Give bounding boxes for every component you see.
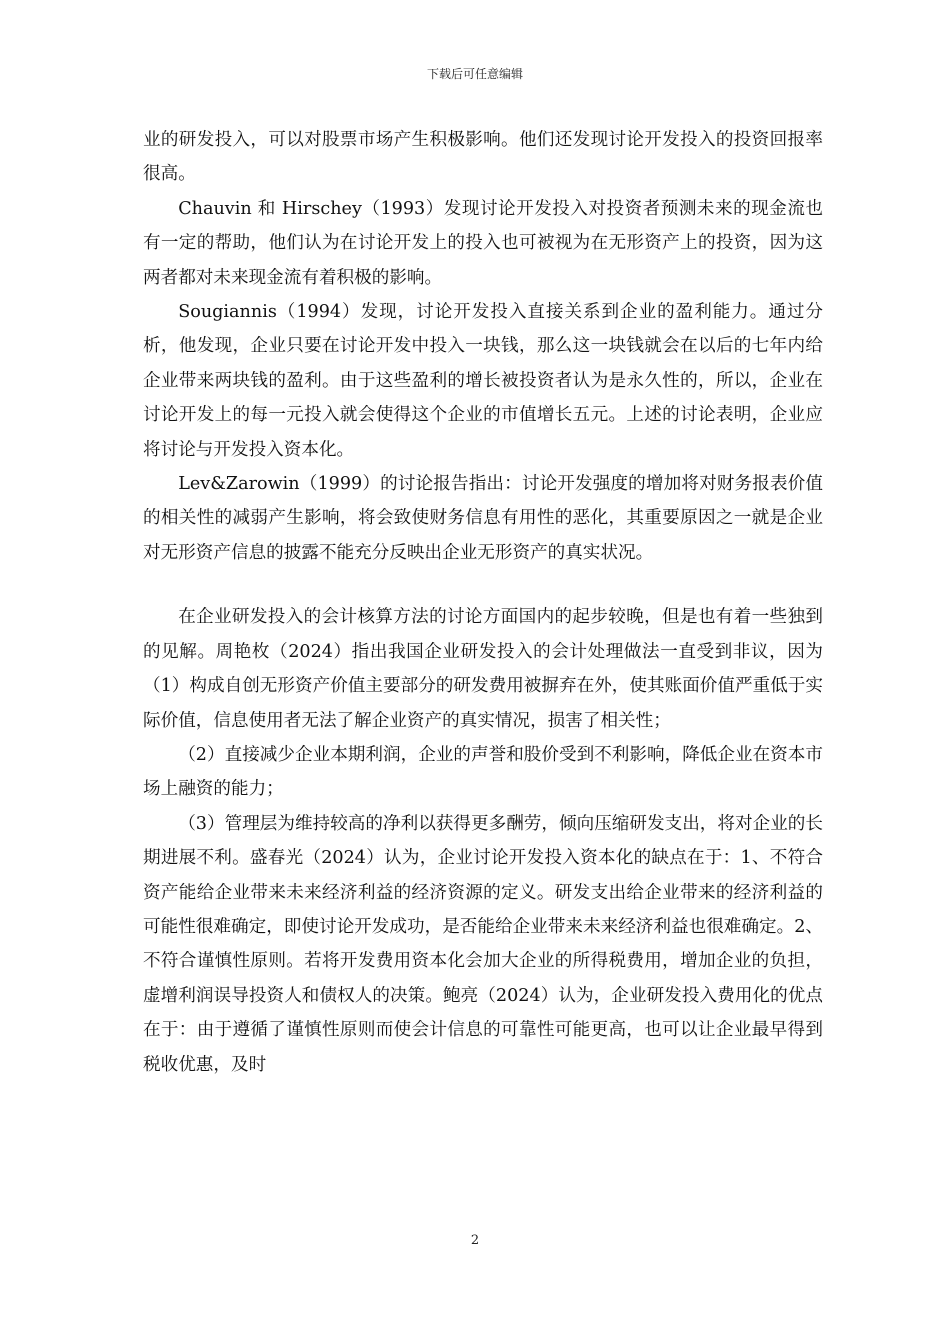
paragraph-6: （2）直接减少企业本期利润，企业的声誉和股价受到不利影响，降低企业在资本市场上融资的能力；: [143, 744, 823, 800]
paragraph-gap: [143, 570, 823, 600]
paragraph-3: Sougiannis（1994）发现，讨论开发投入直接关系到企业的盈利能力。通过分析，他发现，企业只要在讨论开发中投入一块钱，那么这一块钱就会在以后的七年内给企业带来两块钱的盈利。由于这些盈利的增长被投资者认为是永久性的，所以，企业在讨论开发上的每一元投入就会使得这个企业的市值增长五元。上述的讨论表明，企业应将讨论与开发投入资本化。: [143, 302, 823, 460]
paragraph-4: Lev&Zarowin（1999）的讨论报告指出：讨论开发强度的增加将对财务报表价值的相关性的减弱产生影响，将会致使财务信息有用性的恶化，其重要原因之一就是企业对无形资产信息的披露不能充分反映出企业无形资产的真实状况。: [143, 474, 823, 563]
paragraph-7: （3）管理层为维持较高的净利以获得更多酬劳，倾向压缩研发支出，将对企业的长期进展不利。盛春光（2024）认为，企业讨论开发投入资本化的缺点在于：1、不符合资产能给企业带来未来经济利益的经济资源的定义。研发支出给企业带来的经济利益的可能性很难确定，即使讨论开发成功，是否能给企业带来未来经济利益也很难确定。2、不符合谨慎性原则。若将开发费用资本化会加大企业的所得税费用，增加企业的负担，虚增利润误导投资人和债权人的决策。鲍亮（2024）认为，企业研发投入费用化的优点在于：由于遵循了谨慎性原则而使会计信息的可靠性可能更高，也可以让企业最早得到税收优惠，及时: [143, 813, 823, 1075]
page-number: 2: [470, 1233, 480, 1248]
paragraph-2: Chauvin 和 Hirschey（1993）发现讨论开发投入对投资者预测未来的现金流也有一定的帮助，他们认为在讨论开发上的投入也可被视为在无形资产上的投资，因为这两者都对未来现金流有着积极的影响。: [143, 198, 823, 288]
page-header: 下载后可任意编辑: [426, 67, 523, 81]
paragraph-5: 在企业研发投入的会计核算方法的讨论方面国内的起步较晚，但是也有着一些独到的见解。周艳枚（2024）指出我国企业研发投入的会计处理做法一直受到非议，因为（1）构成自创无形资产价值主要部分的研发费用被摒弃在外，使其账面价值严重低于实际价值，信息使用者无法了解企业资产的真实情况，损害了相关性；: [143, 607, 823, 731]
paragraph-1: 业的研发投入，可以对股票市场产生积极影响。他们还发现讨论开发投入的投资回报率很高。: [143, 130, 823, 185]
document-body: [143, 123, 823, 1082]
